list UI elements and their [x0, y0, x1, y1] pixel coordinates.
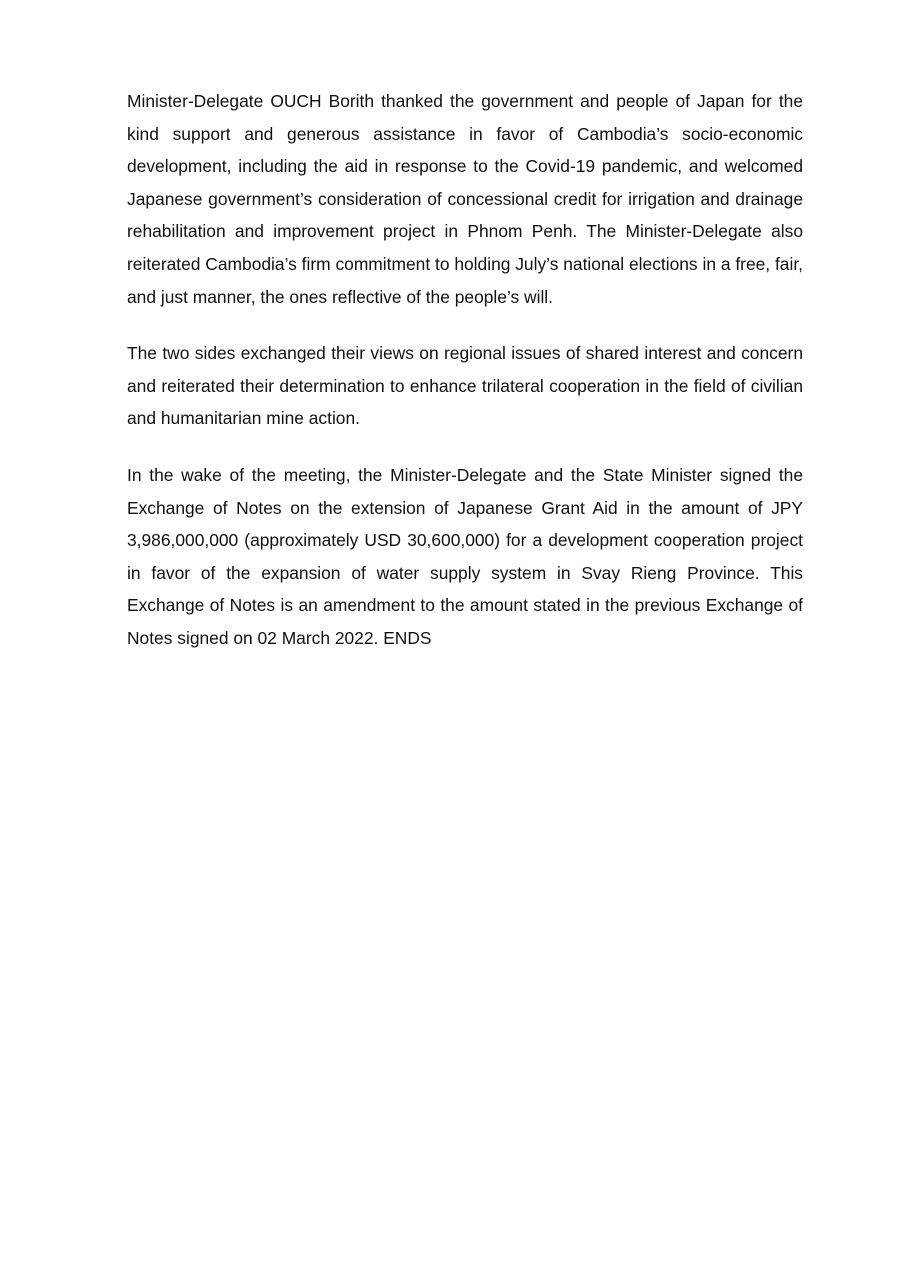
- paragraph-exchange-of-notes: In the wake of the meeting, the Minister-Delegate and the State Minister signed the Exchange of Notes on the extension of Japanese Grant Aid in the amount of JPY 3,986,000,000 (approximately USD 30,600,000) for a development cooperation project in favor of the expansion of water supply system in Svay Rieng Province. This Exchange of Notes is an amendment to the amount stated in the previous Exchange of Notes signed on 02 March 2022. ENDS: [127, 464, 803, 648]
- paragraph-regional-issues: The two sides exchanged their views on regional issues of shared interest and concern and reiterated their determination to enhance trilateral cooperation in the field of civilian and humanitarian mine action.: [127, 343, 803, 429]
- document-body: [127, 85, 803, 679]
- paragraph-minister-remarks: Minister-Delegate OUCH Borith thanked the government and people of Japan for the kind support and generous assistance in favor of Cambodia’s socio-economic development, including the aid in response to the Covid-19 pandemic, and welcomed Japanese government’s consideration of concessional credit for irrigation and drainage rehabilitation and improvement project in Phnom Penh. The Minister-Delegate also reiterated Cambodia’s firm commitment to holding July’s national elections in a free, fair, and just manner, the ones reflective of the people’s will.: [127, 91, 803, 307]
